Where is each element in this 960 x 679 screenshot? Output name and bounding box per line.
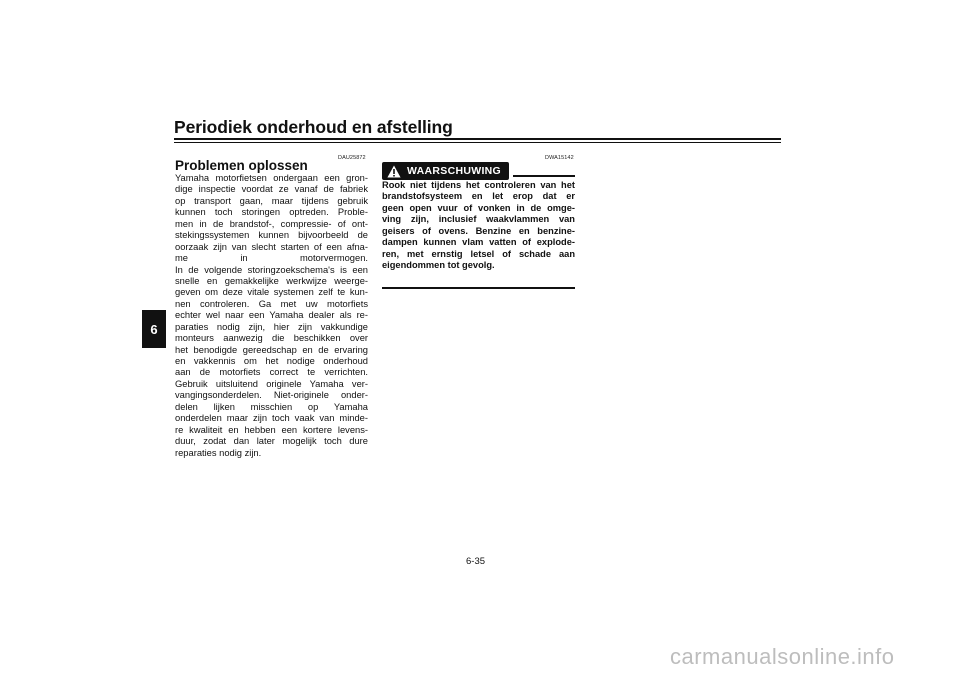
- body-text-line: onderdelen maar zijn toch vaak van minde-: [175, 413, 368, 424]
- watermark: carmanualsonline.info: [670, 644, 895, 669]
- body-text-line: en vakkennis om het nodige onderhoud: [175, 356, 368, 366]
- warning-header: [382, 162, 575, 180]
- body-text-line: stekingssystemen kunnen bijvoorbeeld de: [175, 230, 368, 241]
- body-text-line: aan de motorfiets correct te verrichten.: [175, 367, 368, 378]
- body-text-line: Yamaha motorfietsen ondergaan een gron-: [175, 173, 368, 183]
- header-rule-thin: [174, 142, 781, 143]
- chapter-tab-number: 6: [150, 321, 158, 337]
- body-text-line: snelle en gemakkelijke werkwijze weerge-: [175, 275, 368, 286]
- section-code: DAU25872: [338, 155, 366, 161]
- body-text-line: vangingsonderdelen. Niet-originele onder-: [175, 390, 368, 401]
- warning-code: DWA15142: [545, 155, 574, 161]
- warning-text-line: ren, met ernstig letsel of schade aan: [382, 248, 575, 259]
- page-number: 6-35: [466, 556, 486, 567]
- body-text-line: re kwaliteit en hebben een kortere levens-: [175, 424, 368, 435]
- warning-bottom-rule: [382, 287, 575, 289]
- body-text-line: In de volgende storingzoekschema's is een: [175, 264, 368, 275]
- body-text-line: reparaties nodig zijn.: [175, 447, 262, 458]
- chapter-tab: [142, 310, 166, 348]
- header-rule-thick: [174, 138, 781, 140]
- warning-header-rule: [513, 175, 575, 177]
- body-text-line: Gebruik uitsluitend originele Yamaha ver-: [175, 378, 368, 389]
- warning-text-line: dampen kunnen vlam vatten of explode-: [382, 237, 575, 248]
- warning-badge: [382, 162, 509, 180]
- body-text-line: echter wel naar een Yamaha dealer als re-: [175, 310, 368, 321]
- warning-label: WAARSCHUWING: [407, 165, 502, 177]
- section-heading: Problemen oplossen: [175, 158, 308, 173]
- body-text-line: monteurs aanwezig die beschikken over: [175, 333, 368, 344]
- body-text-line: dige inspectie voordat ze vanaf de fabriek: [175, 184, 368, 195]
- body-text-line: het benodigde gereedschap en de ervaring: [175, 344, 368, 355]
- warning-text-line: geen open vuur of vonken in de omge-: [382, 202, 575, 213]
- body-text-line: delen lijken misschien op Yamaha: [175, 401, 368, 412]
- warning-text-line: ving zijn, inclusief waakvlammen van: [382, 214, 575, 225]
- body-text-line: men in de brandstof-, compressie- of ont-: [175, 218, 368, 229]
- body-text-line: oorzaak zijn van slecht starten of een afna-: [175, 241, 368, 252]
- page-title: Periodiek onderhoud en afstelling: [174, 117, 453, 137]
- body-text-line: me in motorvermogen.: [175, 253, 368, 264]
- body-text-line: geven om deze vitale systemen zelf te kun-: [175, 287, 368, 298]
- body-text-line: paraties nodig zijn, hier zijn vakkundige: [175, 321, 368, 332]
- warning-text-line: brandstofsysteem en let erop dat er: [382, 191, 575, 202]
- warning-triangle-icon: [387, 165, 401, 178]
- warning-text-line: eigendommen tot gevolg.: [382, 260, 495, 271]
- body-text-line: nen controleren. Ga met uw motorfiets: [175, 298, 368, 309]
- warning-text: [382, 180, 575, 272]
- body-text-line: kunnen toch storingen optreden. Proble-: [175, 207, 368, 218]
- warning-text-line: Rook niet tijdens het controleren van het: [382, 180, 575, 190]
- body-text-line: op transport gaan, maar tijdens gebruik: [175, 195, 368, 206]
- body-text: [175, 173, 368, 459]
- body-text-line: duur, zodat dan later mogelijk toch dure: [175, 436, 368, 447]
- warning-text-line: geisers of ovens. Benzine en benzine-: [382, 225, 575, 236]
